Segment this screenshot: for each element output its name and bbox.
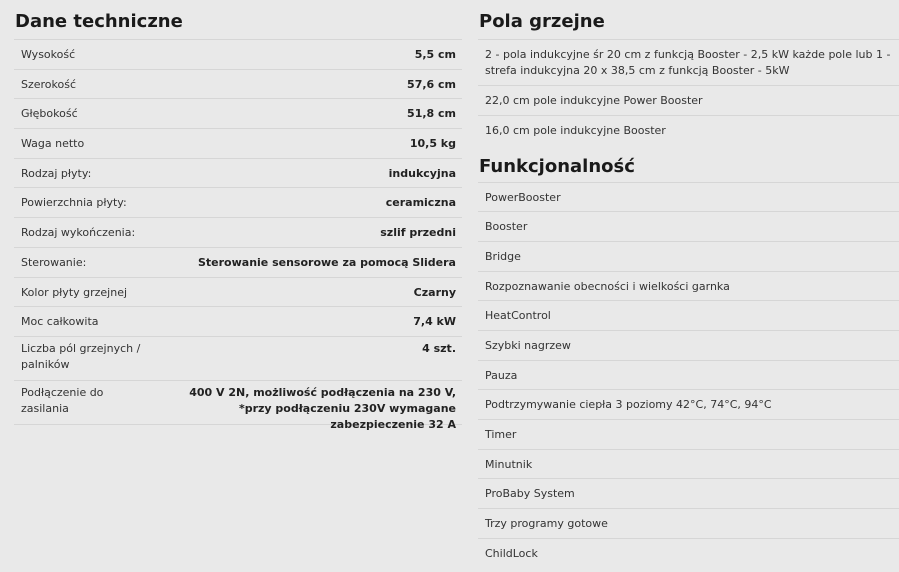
functionality-list xyxy=(478,182,899,569)
spec-row-net-weight xyxy=(14,129,462,159)
spec-value: 4 szt. xyxy=(422,341,456,355)
function-item: Pauza xyxy=(478,361,899,391)
spec-value: indukcyjna xyxy=(388,166,456,180)
spec-row-width xyxy=(14,70,462,100)
spec-value: 400 V 2N, możliwość podłączenia na 230 V, *przy podłączeniu 230V wymagane zabezpieczenie 32 A xyxy=(189,385,456,431)
function-item: PowerBooster xyxy=(478,183,899,213)
function-item: ProBaby System xyxy=(478,479,899,509)
function-item: HeatControl xyxy=(478,301,899,331)
spec-label: Moc całkowita xyxy=(21,315,99,329)
spec-value: Czarny xyxy=(413,285,456,299)
function-item: Rozpoznawanie obecności i wielkości garnka xyxy=(478,272,899,302)
technical-data-title: Dane techniczne xyxy=(15,11,183,32)
spec-label: Głębokość xyxy=(21,107,78,121)
spec-row-height xyxy=(14,40,462,70)
spec-label: Powierzchnia płyty: xyxy=(21,196,127,210)
function-item: Booster xyxy=(478,212,899,242)
spec-value: 5,5 cm xyxy=(414,48,456,61)
spec-value: 10,5 kg xyxy=(409,137,456,151)
spec-label: Sterowanie: xyxy=(21,255,87,269)
heating-zone-item: 16,0 cm pole indukcyjne Booster xyxy=(485,123,666,137)
heating-zone-item: 2 - pola indukcyjne śr 20 cm z funkcją Booster - 2,5 kW każde pole lub 1 - strefa indukcyjna 20 x 38,5 cm z funkcją Booster - 5kW xyxy=(478,40,899,86)
spec-row-surface xyxy=(14,188,462,218)
spec-label: Podłączenie do zasilania xyxy=(21,385,104,415)
spec-row-hob-type xyxy=(14,159,462,189)
spec-label: Rodzaj wykończenia: xyxy=(21,226,136,240)
heating-zone-item: 22,0 cm pole indukcyjne Power Booster xyxy=(478,86,899,116)
spec-row-power-connection xyxy=(14,381,462,431)
spec-row-depth xyxy=(14,99,462,129)
spec-value: 51,8 cm xyxy=(407,107,456,121)
technical-data-section xyxy=(14,0,462,431)
spec-label: Waga netto xyxy=(21,137,85,151)
spec-label: Rodzaj płyty: xyxy=(21,166,92,180)
technical-data-table xyxy=(14,39,462,431)
function-item: Podtrzymywanie ciepła 3 poziomy 42°C, 74°C, 94°C xyxy=(478,390,899,420)
spec-row-color xyxy=(14,278,462,308)
spec-value: 7,4 kW xyxy=(413,315,456,329)
spec-value: Sterowanie sensorowe za pomocą Slidera xyxy=(197,255,456,269)
function-item: Minutnik xyxy=(478,450,899,480)
functionality-title: Funkcjonalność xyxy=(479,155,635,177)
spec-label: Liczba pól grzejnych / palników xyxy=(21,341,141,371)
function-item: Trzy programy gotowe xyxy=(478,509,899,539)
spec-row-burner-count xyxy=(14,337,462,381)
spec-row-finish xyxy=(14,218,462,248)
spec-row-controls xyxy=(14,248,462,278)
spec-row-total-power xyxy=(14,307,462,337)
spec-value: 57,6 cm xyxy=(407,77,456,91)
spec-label: Kolor płyty grzejnej xyxy=(21,285,128,299)
spec-label: Szerokość xyxy=(21,77,77,91)
function-item: ChildLock xyxy=(485,546,538,560)
right-column xyxy=(478,0,899,569)
function-item: Timer xyxy=(478,420,899,450)
function-item: Bridge xyxy=(478,242,899,272)
function-item: Szybki nagrzew xyxy=(478,331,899,361)
spec-value: szlif przedni xyxy=(380,226,456,240)
spec-label: Wysokość xyxy=(21,48,76,61)
heating-zones-list xyxy=(478,39,899,145)
spec-value: ceramiczna xyxy=(385,196,456,210)
heating-zones-title: Pola grzejne xyxy=(479,11,605,32)
